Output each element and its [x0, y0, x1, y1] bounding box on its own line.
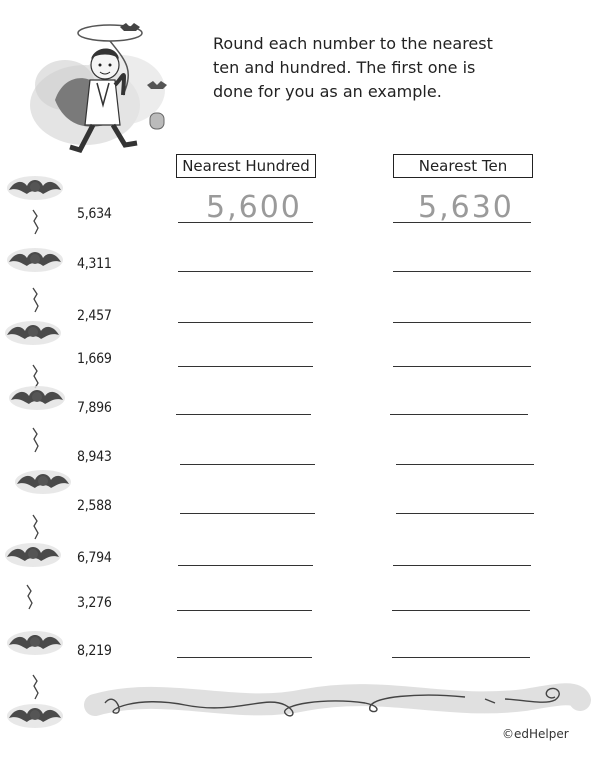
- row-number: 5,634: [77, 206, 112, 222]
- answer-hundred: 5,600: [206, 190, 302, 225]
- answer-line-ten[interactable]: [396, 513, 534, 514]
- row-number: 4,311: [77, 256, 112, 272]
- row-number: 8,943: [77, 449, 112, 465]
- answer-line-hundred[interactable]: [178, 322, 313, 323]
- squiggle-decoration: [33, 210, 38, 234]
- answer-line-hundred[interactable]: [178, 271, 313, 272]
- answer-line-hundred[interactable]: [178, 366, 313, 367]
- squiggle-decoration: [33, 515, 38, 539]
- header-nearest-ten: Nearest Ten: [393, 154, 533, 178]
- answer-line-ten[interactable]: [392, 657, 530, 658]
- answer-line-ten[interactable]: [396, 464, 534, 465]
- answer-ten: 5,630: [418, 190, 514, 225]
- answer-line-ten[interactable]: [393, 565, 531, 566]
- row-number: 2,457: [77, 308, 112, 324]
- squiggle-decoration: [33, 675, 38, 699]
- bat-icon: [7, 248, 63, 272]
- row-number: 6,794: [77, 550, 112, 566]
- answer-line-ten[interactable]: [393, 271, 531, 272]
- answer-line-hundred[interactable]: [180, 513, 315, 514]
- answer-line-hundred[interactable]: [176, 414, 311, 415]
- answer-line-ten[interactable]: [393, 322, 531, 323]
- header-nearest-hundred: Nearest Hundred: [176, 154, 316, 178]
- row-number: 3,276: [77, 595, 112, 611]
- answer-line-hundred[interactable]: [180, 464, 315, 465]
- bat-icon: [7, 176, 63, 200]
- answer-line-hundred[interactable]: [177, 610, 312, 611]
- answer-line-ten[interactable]: [390, 414, 528, 415]
- bat-icon: [5, 321, 61, 345]
- row-number: 7,896: [77, 400, 112, 416]
- bat-icon: [9, 386, 65, 410]
- bat-icon: [5, 543, 61, 567]
- row-number: 8,219: [77, 643, 112, 659]
- squiggle-decoration: [33, 365, 38, 388]
- squiggle-decoration: [27, 585, 32, 609]
- row-number: 1,669: [77, 351, 112, 367]
- answer-line-ten[interactable]: [393, 366, 531, 367]
- answer-line-hundred[interactable]: [177, 657, 312, 658]
- bat-icon: [15, 470, 71, 494]
- squiggle-decoration: [33, 428, 38, 452]
- answer-line-hundred[interactable]: [178, 565, 313, 566]
- copyright: ©edHelper: [502, 727, 569, 741]
- answer-line-ten[interactable]: [392, 610, 530, 611]
- row-number: 2,588: [77, 498, 112, 514]
- answer-line-hundred[interactable]: [178, 222, 313, 223]
- bat-icon: [7, 631, 63, 655]
- instructions: Round each number to the nearest ten and hundred. The first one is done for you as an example.: [213, 34, 493, 101]
- answer-line-ten[interactable]: [393, 222, 531, 223]
- bat-icon: [7, 704, 63, 728]
- vampire-illustration: [25, 15, 185, 165]
- squiggle-decoration: [33, 288, 38, 312]
- left-decoration: [5, 170, 75, 730]
- bottom-swirl-decoration: [85, 675, 585, 730]
